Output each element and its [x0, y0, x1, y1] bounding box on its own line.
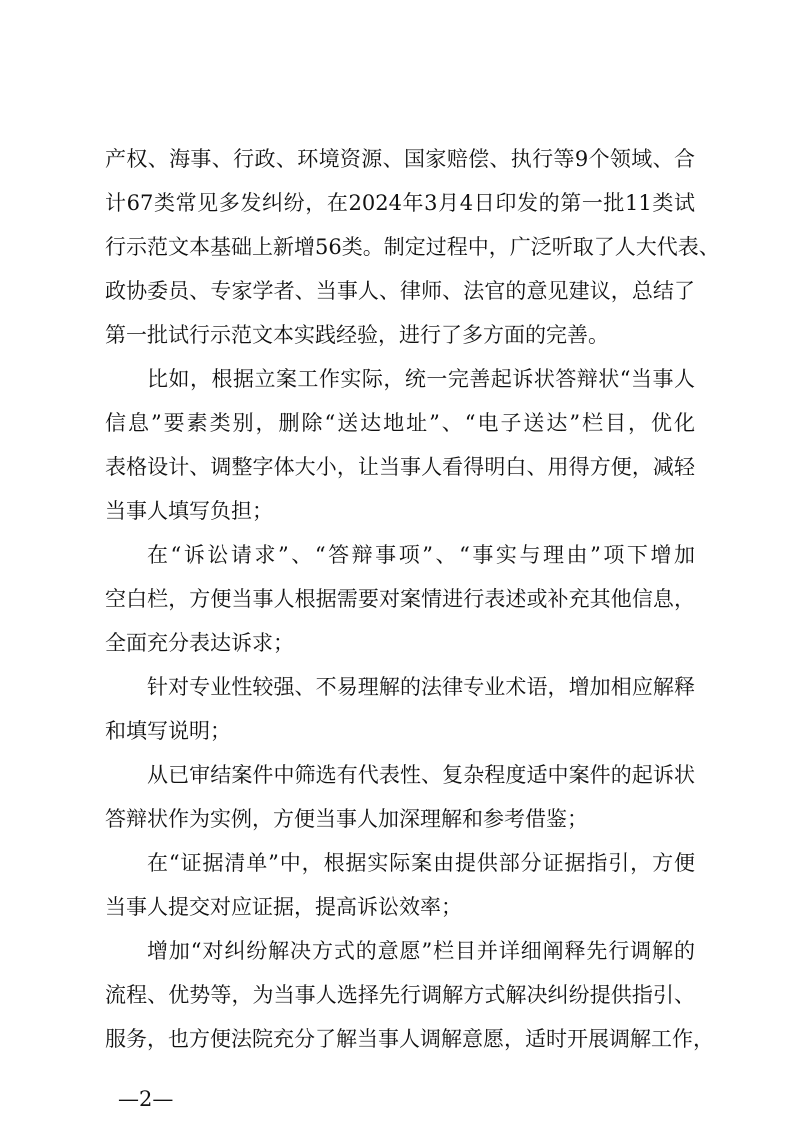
body-text-line: 计67类常见多发纠纷，在2024年3月4日印发的第一批11类试 [105, 191, 695, 215]
page-number: —2— [118, 1087, 174, 1111]
body-text-line: 针对专业性较强、不易理解的法律专业术语，增加相应解释 [147, 675, 695, 699]
body-text-line: 第一批试行示范文本实践经验，进行了多方面的完善。 [105, 323, 609, 347]
body-text-line: 信息”要素类别，删除“送达地址”、“电子送达”栏目，优化 [105, 411, 695, 435]
body-text-line: 在“诉讼请求”、“答辩事项”、“事实与理由”项下增加 [147, 543, 695, 567]
body-text-line: 答辩状作为实例，方便当事人加深理解和参考借鉴； [105, 807, 588, 831]
body-text-line: 在“证据清单”中，根据实际案由提供部分证据指引，方便 [147, 851, 695, 875]
body-text-line: 行示范文本基础上新增56类。制定过程中，广泛听取了人大代表、 [105, 235, 720, 259]
body-text-line: 流程、优势等，为当事人选择先行调解方式解决纠纷提供指引、 [105, 983, 695, 1007]
body-text-line: 当事人提交对应证据，提高诉讼效率； [105, 895, 462, 919]
body-text-line: 全面充分表达诉求； [105, 631, 294, 655]
body-text-line: 从已审结案件中筛选有代表性、复杂程度适中案件的起诉状 [147, 763, 695, 787]
body-text-line: 服务，也方便法院充分了解当事人调解意愿，适时开展调解工作， [105, 1027, 714, 1051]
body-text-line: 和填写说明； [105, 719, 231, 743]
body-text-line: 产权、海事、行政、环境资源、国家赔偿、执行等9个领域、合 [105, 147, 695, 171]
body-text-line: 空白栏，方便当事人根据需要对案情进行表述或补充其他信息， [105, 587, 695, 611]
body-text-line: 增加“对纠纷解决方式的意愿”栏目并详细阐释先行调解的 [147, 939, 695, 963]
body-text-line: 比如，根据立案工作实际，统一完善起诉状答辩状“当事人 [147, 367, 695, 391]
body-text-line: 政协委员、专家学者、当事人、律师、法官的意见建议，总结了 [105, 279, 695, 303]
body-text-line: 当事人填写负担； [105, 499, 273, 523]
body-text-line: 表格设计、调整字体大小，让当事人看得明白、用得方便，减轻 [105, 455, 695, 479]
